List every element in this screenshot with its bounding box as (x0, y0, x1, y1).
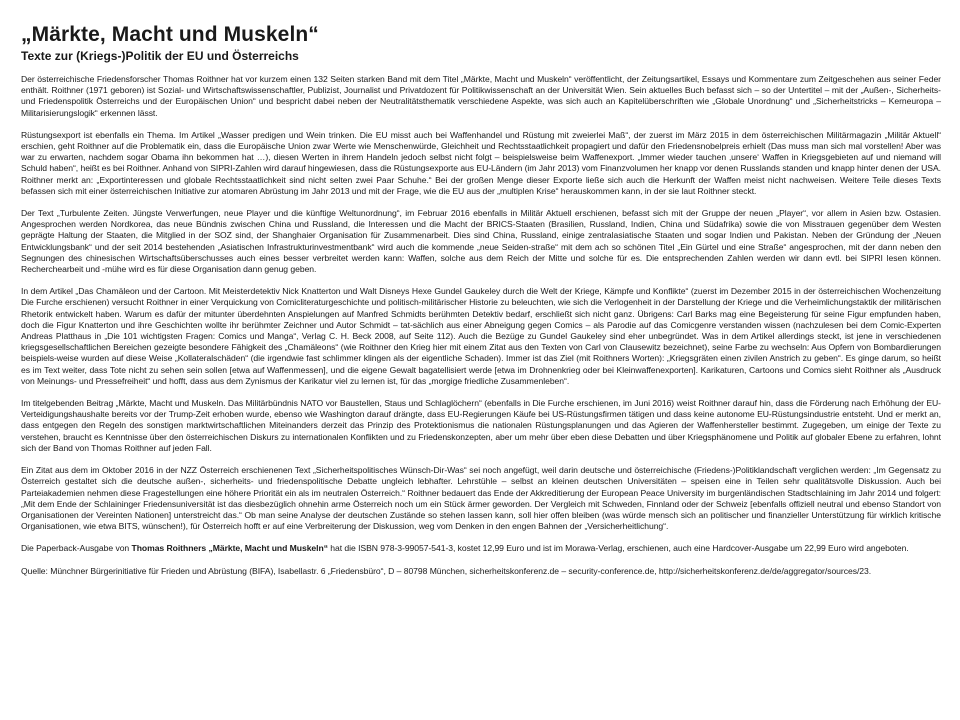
isbn-details: hat die ISBN 978-3-99057-541-3, kostet 12,99 Euro und ist im Morawa-Verlag, erschienen, auch eine Hardcover-Ausgabe um 22,99 Euro wird angeboten. (327, 543, 909, 554)
isbn-book-title: Thomas Roithners „Märkte, Macht und Muskeln“ (131, 543, 328, 554)
document-title: „Märkte, Macht und Muskeln“ (21, 23, 319, 46)
paragraph-intro: Der österreichische Friedensforscher Thomas Roithner hat vor kurzem einen 132 Seiten starken Band mit dem Titel „Märkte, Macht und Muskeln“ veröffentlicht, der Zeitungsartikel, Essays und Kommentare zum Zeitgeschehen aus seiner Feder enthält. Roithner (1971 geboren) ist Sozial- und Wirtschaftswissenschaftler, Publizist, Journalist und Privatdozent für Politikwissenschaft an der Universität Wien. Sein aktuelles Buch befasst sich – so der Untertitel – mit der „Außen-, Sicherheits- und Friedenspolitik Österreichs und der Europäischen Union“ und bespricht dabei neben der Neutralitätsthematik verschiedene Aspekte, was sich auch an Kapitelüberschriften wie „Globale Unordnung“ und „Sicherheitstricks – Kerneuropa – Militarisierungslogik“ erkennen lässt. (21, 74, 941, 118)
paragraph-maerkte-macht-muskeln: Im titelgebenden Beitrag „Märkte, Macht und Muskeln. Das Militärbündnis NATO vor Baustellen, Staus und Schlaglöchern“ (ebenfalls in Die Furche erschienen, im Juni 2016) weist Roithner darauf hin, dass die Förderung nach Erhöhung der EU-Verteidigungshaushalte bereits vor der Trump-Zeit erhoben wurde, ebenso wie Washington darauf drängte, dass EU-Regierungen Käufe bei US-Rüstungsfirmen tätigen und dass keine autonome EU-Rüstungsindustrie entsteht. Und er merkt an, dass entgegen den Regeln des sonstigen marktwirtschaftlichen Miteinanders derzeit das Prinzip des Protektionismus die nationalen Rüstungsplanungen und das Agieren der Waffenhersteller bestimmt. Zugegeben, um einige der Texte zu verstehen, braucht es Kenntnisse über den österreichischen Diskurs zu internationalen Konflikten und zu Friedenskonzepten, aber um mehr über eben diese Debatten und über Kriegsphänomene und Politik auf globaler Ebene zu erfahren, lohnt sich der Band von Thomas Roithner auf jeden Fall. (21, 398, 941, 453)
paragraph-isbn (21, 543, 941, 554)
document-page (21, 22, 941, 577)
paragraph-ruestungsexport: Rüstungsexport ist ebenfalls ein Thema. Im Artikel „Wasser predigen und Wein trinken. Die EU misst auch bei Waffenhandel und Rüstung mit zweierlei Maß“, der zuerst im März 2015 in dem österreichischen Militärmagazin „Militär Aktuell“ erschien, geht Roithner auf die Problematik ein, dass die Europäische Union zwar Werte wie Menschenwürde, Gleichheit und Rechtsstaatlichkeit propagiert und dafür den Friedensnobelpreis erhielt (Das muss man sich mal vorstellen! Aber was war zu erwarten, nachdem sogar Obama ihn bekommen hat …), diesen Werten in ihrem Handeln jedoch selbst nicht folgt – beispielsweise beim Waffenexport. „Immer wieder tauchen ‚unsere‘ Waffen in Kriegsgebieten auf und niemand will Schuld haben“, heißt es bei Roithner. Anhand von SIPRI-Zahlen wird darauf hingewiesen, dass die Rüstungsexporte aus EU-Ländern (im Jahr 2013) vom Finanzvolumen her knapp vor denen Russlands standen und knapp hinter denen der USA. Roithner merkt an: „Exportinteressen und globale Rechtsstaatlichkeit sind nicht selten zwei Paar Schuhe.“ Bei der großen Menge dieser Exporte ließe sich auch die Herkunft der Waffen meist nicht nachweisen. Weitere Teile dieses Texts befassen sich mit einer österreichischen Initiative zur atomaren Abrüstung im Jahr 2013 und mit der Frage, wie die EU aus der „multiplen Krise“ herauskommen kann, in der sie laut Roithner steckt. (21, 129, 941, 196)
paragraph-nzz-zitat: Ein Zitat aus dem im Oktober 2016 in der NZZ Österreich erschienenen Text „Sicherheitspolitisches Wünsch-Dir-Was“ sei noch angefügt, weil darin deutsche und österreichische (Friedens-)Politiklandschaft verglichen werden: „Im Gegensatz zu Österreich gestaltet sich die deutsche außen-, sicherheits- und friedenspolitische Debatte ungleich lebhafter. Lehrstühle – selbst an kleinen deutschen Universitäten – speisen eine in Teilen sehr qualitätsvolle Diskussion. Auch bei Parteiakademien nehmen diese Fragestellungen eine höhere Priorität ein als im neutralen Österreich.“ Roithner bedauert das Ende der Akkreditierung der European Peace University im burgenländischen Stadtschlaining im Jahr 2014 und folgert: „Mit dem Ende der Schlaininger Friedensuniversität ist das diesbezüglich ohnehin arme Österreich noch um ein Stück ärmer geworden. Der Vergleich mit Schweden, Finnland oder der Schweiz [ebenfalls offiziell neutral und ebenso Standort von Organisationen der Vereinten Nationen] unterstreicht das.“ Ob man seine Analyse der deutschen Zustände so stehen lassen kann, soll hier offen bleiben (was würde mensch sich an politischer und finanzieller Unterstützung für wirklich kritische Organisationen, wie etwa BITS, wünschen!), für Österreich hofft er auf eine Verbreiterung der Diskussion, weg vom Denken in den engen Bahnen der „Versicherheitlichung“. (21, 465, 941, 532)
paragraph-turbulente-zeiten: Der Text „Turbulente Zeiten. Jüngste Verwerfungen, neue Player und die künftige Weltunordnung“, im Februar 2016 ebenfalls in Militär Aktuell erschienen, befasst sich mit der Gruppe der neuen „Player“, vor allem in Asien bzw. Ostasien. Angesprochen werden Nordkorea, das neue Bündnis zwischen China und Russland, die Interessen und die Macht der BRICS-Staaten (Brasilien, Russland, Indien, China und Südafrika) sowie die von Misstrauen gegenüber dem Westen geprägte Haltung der Staaten, die Mitglied in der SOZ sind, der Shanghaier Organisation für Zusammenarbeit. Dies sind China, Russland, einige zentralasiatische Staaten und sogar Indien und Pakistan. Neben der Gründung der „Neuen Entwicklungsbank“ und der seit 2014 bestehenden „Asiatischen Infrastrukturinvestmentbank“ wird auch die kommende „neue Seiden-straße“ mit dem ach so schönen Titel „Ein Gürtel und eine Straße“ angesprochen, mit der dann neben den Segnungen des chinesischen Wirtschaftsüberschusses auch eines besser verbreitet werden kann: Waffen, solche aus dem Reich der Mitte und solche für es. Die entsprechenden Zahlen werden wir dann evtl. bei SIPRI lesen können. Recherchearbeit und -mühe wird es für diese Organisation dann genug geben. (21, 208, 941, 275)
isbn-lead: Die Paperback-Ausgabe von (21, 543, 132, 554)
document-subtitle: Texte zur (Kriegs-)Politik der EU und Österreichs (21, 49, 299, 63)
source-note: Quelle: Münchner Bürgerinitiative für Frieden und Abrüstung (BIFA), Isabellastr. 6 „Friedensbüro“, D – 80798 München, sicherheitskonferenz.de – security-conference.de, http://sicherheitskonferenz.de/de/aggregator/sources/23. (21, 565, 872, 576)
paragraph-chamaeleon: In dem Artikel „Das Chamäleon und der Cartoon. Mit Meisterdetektiv Nick Knatterton und Walt Disneys Hexe Gundel Gaukeley durch die Welt der Kriege, Kämpfe und Konflikte“ (zuerst im Dezember 2015 in der österreichischen Wochenzeitung Die Furche erschienen) versucht Roithner in einer Verquickung von Comicliteraturgeschichte und politisch-militärischer Historie zu beleuchten, wie sich die Verlogenheit in der Darstellung der Kriege und die Verheimlichungstaktik der militärischen Rhetorik entwickelt haben. Warum es dafür der mitunter überdehnten Anspielungen auf Manfred Schmidts berühmten Detektiv bedarf, erschließt sich nicht ganz. Übrigens: Carl Barks mag eine Begeisterung für seine Figur empfunden haben, doch die Figur Knatterton und ihre Geschichten wollte ihr berühmter Zeichner und Autor Schmidt – tat-sächlich aus einer Abneigung gegen Comics – als Parodie auf das Comicgenre verstanden wissen (nachzulesen bei dem Comic-Experten Andreas Platthaus in „Die 101 wichtigsten Fragen: Comics und Manga“, Verlag C. H. Beck 2008, auf Seite 112). Auch die Bezüge zu Gundel Gaukeley sind eher unbegründet. Was in dem Artikel allerdings steckt, ist jene in verschiedenen kriegsgesellschaftlichen Bereichen gezeigte besondere Fähigkeit des „Chamäleons“ (wie Roithner den Krieg hier mit einem Zitat aus den Texten von Carl von Clausewitz bezeichnet), seine Farbe zu wechseln: Aus Opfern von Bombardierungen beispiels-weise wurden auf diese Weise „Kollateralschäden“ (die irgendwie fast schlimmer klingen als der eigentliche Schaden). Immer ist das Ziel (mit Roithners Worten): „Kriegsgräten einen zivilen Anstrich zu geben“. Es ginge darum, so heißt es im Text weiter, dass Tote nicht zu sehen sein sollen [etwa auf Waffenmessen], und die eigene Gewalt bagatellisiert werde [etwa im Drohnenkrieg oder bei Kleinwaffenexporten]. Karikaturen, Cartoons und Comics sieht Roithner als „Ausdruck von Meinungs- und Pressefreiheit“ und hofft, dass aus dem Zynismus der Karikatur viel zu lernen ist, für das „morgige friedliche Zusammenleben“. (21, 286, 941, 386)
